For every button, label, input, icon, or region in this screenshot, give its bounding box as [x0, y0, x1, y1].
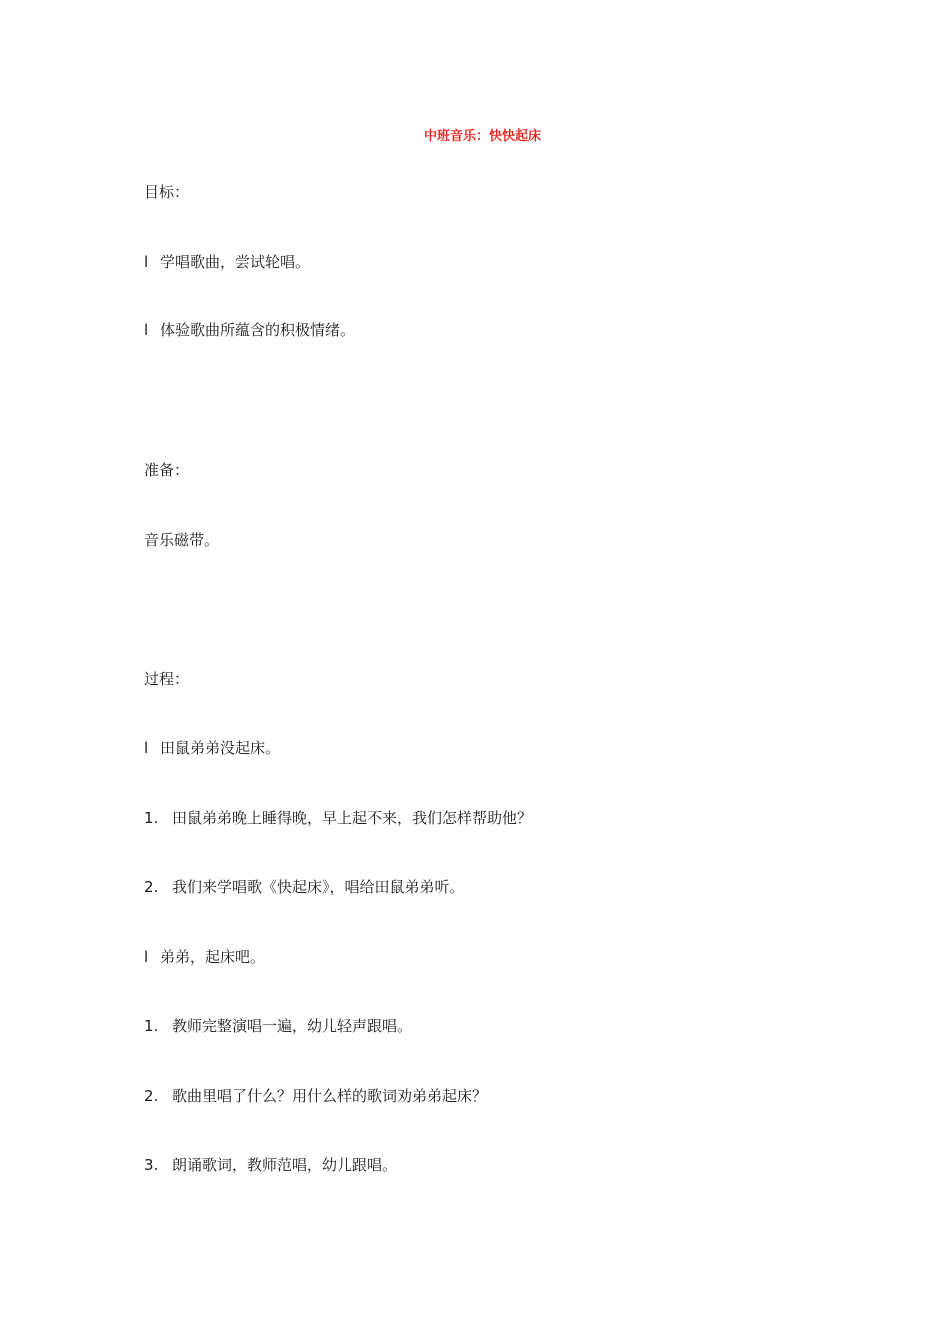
step-text: 朗诵歌词，教师范唱，幼儿跟唱。	[172, 1156, 398, 1174]
step-number: 3.	[144, 1156, 159, 1174]
section-text: 田鼠弟弟没起床。	[160, 739, 281, 757]
goal-heading: 目标：	[144, 183, 190, 201]
step-number: 1.	[144, 1017, 159, 1035]
step-text: 歌曲里唱了什么？用什么样的歌词劝弟弟起床？	[172, 1087, 488, 1105]
section1-step-1	[144, 808, 532, 828]
step-text: 田鼠弟弟晚上睡得晚，早上起不来，我们怎样帮助他？	[172, 809, 533, 827]
step-number: 2.	[144, 878, 159, 896]
bullet-marker: l	[144, 739, 149, 757]
prep-heading: 准备：	[144, 461, 190, 479]
goal-item-text: 学唱歌曲，尝试轮唱。	[160, 253, 311, 271]
goal-item-1	[144, 252, 310, 272]
prep-text: 音乐磁带。	[144, 531, 220, 549]
step-number: 2.	[144, 1087, 159, 1105]
bullet-marker: l	[144, 948, 149, 966]
section-text: 弟弟，起床吧。	[160, 948, 266, 966]
document-title: 中班音乐：快快起床	[423, 129, 541, 144]
step-text: 教师完整演唱一遍，幼儿轻声跟唱。	[172, 1017, 413, 1035]
section2-step-3	[144, 1155, 397, 1175]
goal-item-text: 体验歌曲所蕴含的积极情绪。	[160, 321, 356, 339]
process-section-2	[144, 947, 265, 967]
step-text: 我们来学唱歌《快起床》，唱给田鼠弟弟听。	[172, 878, 465, 896]
process-heading: 过程：	[144, 670, 190, 688]
goal-item-2	[144, 320, 355, 340]
bullet-marker: l	[144, 253, 149, 271]
bullet-marker: l	[144, 321, 149, 339]
section2-step-1	[144, 1016, 412, 1036]
section2-step-2	[144, 1086, 487, 1106]
step-number: 1.	[144, 809, 159, 827]
section1-step-2	[144, 877, 465, 897]
process-section-1	[144, 738, 280, 758]
